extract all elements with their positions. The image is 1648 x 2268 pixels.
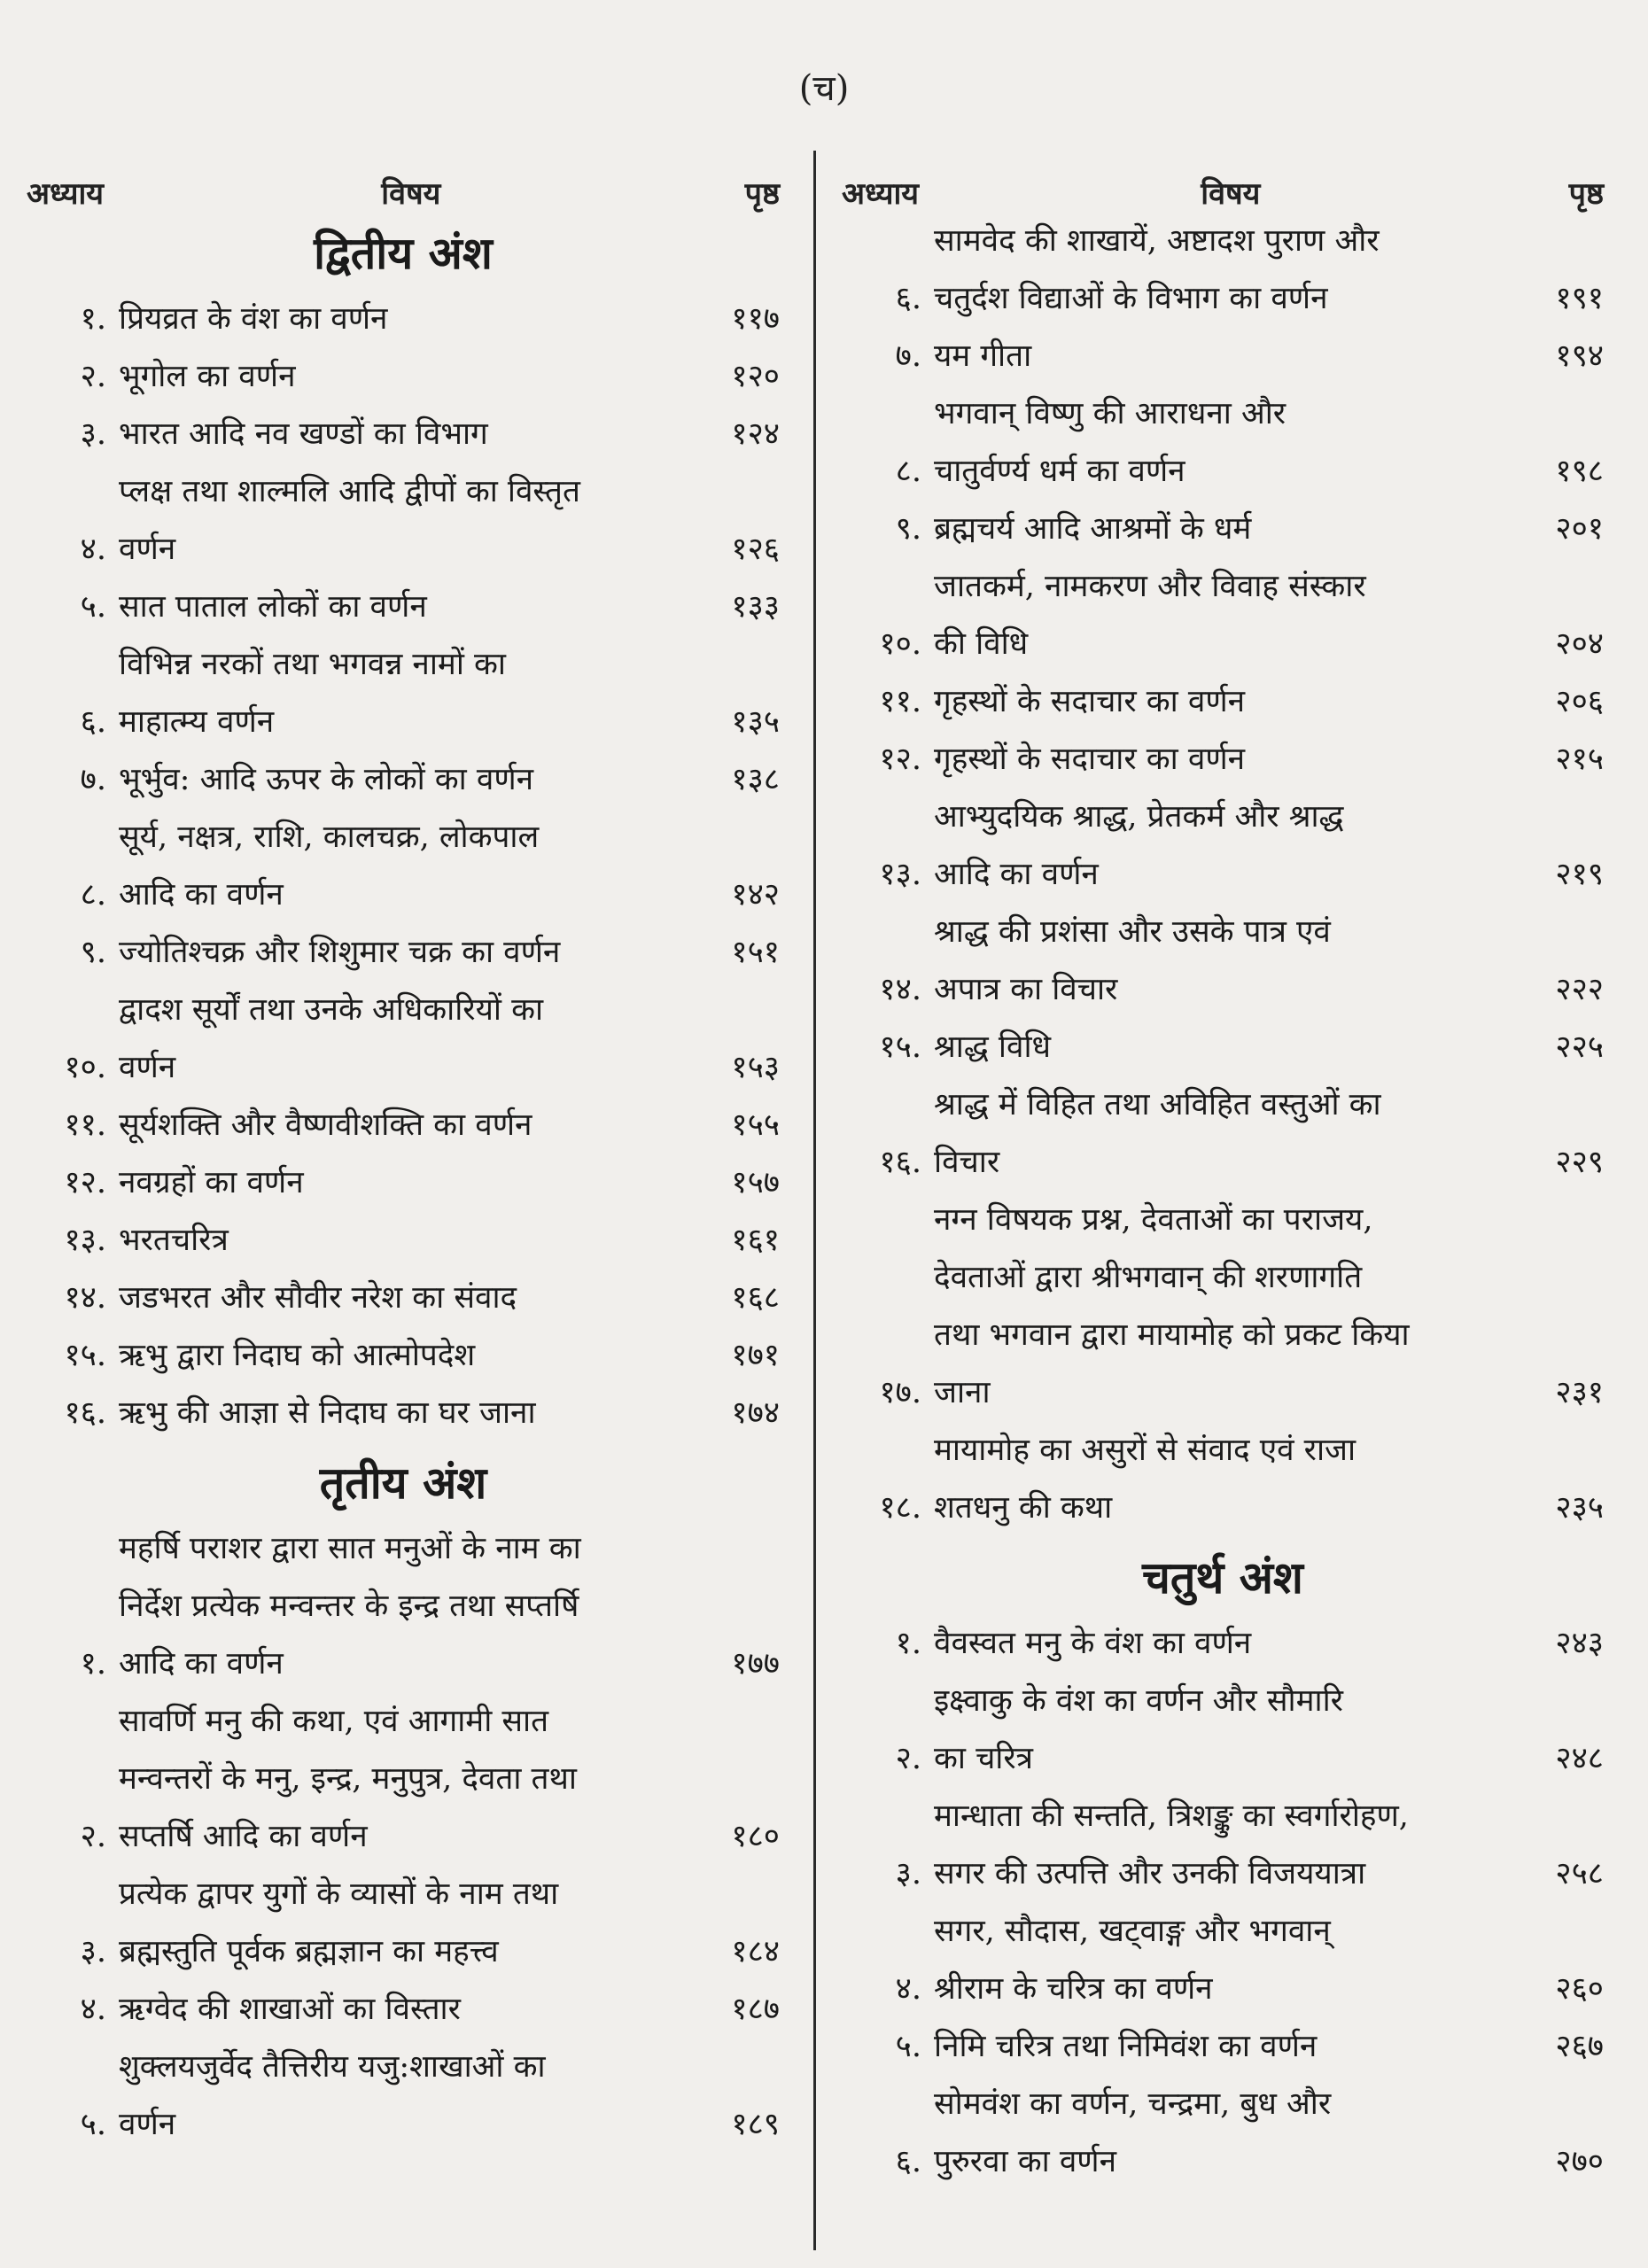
entry-title-line: यम गीता bbox=[934, 338, 1032, 374]
entry-title-line: सात पाताल लोकों का वर्णन bbox=[119, 589, 427, 625]
toc-entry bbox=[842, 1076, 1604, 1192]
entry-number: १५. bbox=[879, 1029, 921, 1065]
entry-title-line: प्लक्ष तथा शाल्मलि आदि द्वीपों का विस्तृत bbox=[119, 474, 580, 509]
entry-page: २३१ bbox=[1555, 1375, 1604, 1410]
toc-entry bbox=[27, 1327, 780, 1385]
entry-number: २. bbox=[80, 359, 106, 394]
entry-page: १३३ bbox=[731, 589, 780, 625]
entry-page: २१९ bbox=[1555, 857, 1604, 892]
column-divider bbox=[813, 151, 816, 2250]
toc-entry bbox=[27, 348, 780, 406]
entry-title-line: श्राद्ध की प्रशंसा और उसके पात्र एवं bbox=[934, 914, 1331, 950]
column-header bbox=[842, 159, 1604, 213]
entry-title-line: निर्देश प्रत्येक मन्वन्तर के इन्द्र तथा सप्तर्षि bbox=[119, 1588, 579, 1624]
entry-title-line: सोमवंश का वर्णन, चन्द्रमा, बुध और bbox=[934, 2086, 1332, 2122]
entry-title bbox=[119, 406, 682, 463]
entry-number: १०. bbox=[879, 626, 921, 662]
entry-title-line: माहात्म्य वर्णन bbox=[119, 704, 275, 740]
toc-entry bbox=[27, 463, 780, 579]
toc-entry bbox=[27, 2039, 780, 2154]
entry-title-line: भूगोल का वर्णन bbox=[119, 359, 296, 394]
toc-entry bbox=[842, 213, 1604, 328]
entry-number: ११. bbox=[64, 1107, 106, 1143]
entry-title-line: ब्रह्मचर्य आदि आश्रमों के धर्म bbox=[934, 511, 1252, 547]
toc-entry bbox=[842, 558, 1604, 673]
entry-page: २०६ bbox=[1555, 684, 1604, 719]
entry-page: २४३ bbox=[1555, 1626, 1604, 1661]
entry-page: ११७ bbox=[731, 301, 780, 337]
entry-page: १६१ bbox=[731, 1223, 780, 1258]
entry-title bbox=[934, 1903, 1506, 2018]
entry-title bbox=[934, 1019, 1506, 1076]
entry-number: ७. bbox=[895, 338, 921, 374]
entry-title-line: तथा भगवान द्वारा मायामोह को प्रकट किया bbox=[934, 1317, 1410, 1353]
entry-title bbox=[934, 1192, 1506, 1422]
entry-title bbox=[119, 924, 682, 982]
header-subject: विषय bbox=[381, 176, 441, 212]
entry-title bbox=[934, 328, 1506, 385]
toc-entry bbox=[27, 751, 780, 809]
entry-title-line: श्राद्ध विधि bbox=[934, 1029, 1052, 1065]
entry-number: ९. bbox=[80, 935, 106, 970]
left-sections bbox=[27, 216, 780, 2154]
toc-entry bbox=[842, 2018, 1604, 2076]
entry-title bbox=[119, 1520, 682, 1693]
entry-title bbox=[119, 1385, 682, 1442]
entry-page: १२४ bbox=[731, 416, 780, 452]
toc-entry bbox=[842, 1673, 1604, 1788]
entry-title-line: वैवस्वत मनु के वंश का वर्णन bbox=[934, 1626, 1252, 1661]
entry-number: १४. bbox=[64, 1280, 106, 1316]
entry-title bbox=[119, 809, 682, 924]
entry-page: १७१ bbox=[731, 1338, 780, 1373]
header-page: पृष्ठ bbox=[1568, 176, 1604, 212]
header-chapter: अध्याय bbox=[842, 176, 920, 212]
entry-number: ६. bbox=[80, 704, 106, 740]
entry-page: २२२ bbox=[1555, 972, 1604, 1007]
entry-title bbox=[934, 673, 1506, 731]
entry-title-line: आदि का वर्णन bbox=[934, 857, 1099, 892]
toc-entry bbox=[842, 1422, 1604, 1537]
entry-number: २. bbox=[80, 1819, 106, 1854]
entry-title-line: गृहस्थों के सदाचार का वर्णन bbox=[934, 742, 1246, 777]
entry-title-line: निमि चरित्र तथा निमिवंश का वर्णन bbox=[934, 2029, 1318, 2064]
entry-title-line: जडभरत और सौवीर नरेश का संवाद bbox=[119, 1280, 517, 1316]
entry-title-line: शुक्लयजुर्वेद तैत्तिरीय यजु:शाखाओं का bbox=[119, 2049, 546, 2085]
column-header bbox=[27, 159, 780, 213]
entry-number: १३. bbox=[879, 857, 921, 892]
section-title: तृतीय अंश bbox=[319, 1456, 487, 1509]
toc-entry bbox=[842, 1192, 1604, 1422]
entry-title bbox=[934, 385, 1506, 501]
header-subject: विषय bbox=[1201, 176, 1261, 212]
entry-number: १८. bbox=[879, 1490, 921, 1526]
toc-entry bbox=[27, 1981, 780, 2039]
page-number: (च) bbox=[798, 68, 850, 109]
toc-entry bbox=[27, 406, 780, 463]
entry-page: २२५ bbox=[1555, 1029, 1604, 1065]
toc-entry bbox=[842, 673, 1604, 731]
entry-page: १८४ bbox=[731, 1934, 780, 1969]
entry-page: १३८ bbox=[731, 762, 780, 797]
header-page: पृष्ठ bbox=[744, 176, 780, 212]
toc-entry bbox=[842, 328, 1604, 385]
entry-title-line: इक्ष्वाकु के वंश का वर्णन और सौमारि bbox=[934, 1683, 1343, 1719]
entry-title bbox=[119, 291, 682, 348]
entry-title-line: चतुर्दश विद्याओं के विभाग का वर्णन bbox=[934, 281, 1328, 316]
entry-title-line: वर्णन bbox=[119, 1050, 176, 1085]
entry-title bbox=[934, 1422, 1506, 1537]
entry-title-line: सूर्यशक्ति और वैष्णवीशक्ति का वर्णन bbox=[119, 1107, 532, 1143]
entry-title bbox=[119, 1327, 682, 1385]
entry-title-line: ज्योतिश्चक्र और शिशुमार चक्र का वर्णन bbox=[119, 935, 561, 970]
entry-title bbox=[934, 2018, 1506, 2076]
entry-title-line: आदि का वर्णन bbox=[119, 877, 284, 913]
toc-entry bbox=[27, 1693, 780, 1866]
toc-entry bbox=[842, 731, 1604, 788]
entry-title-line: ऋभु द्वारा निदाघ को आत्मोपदेश bbox=[119, 1338, 476, 1373]
entry-title bbox=[934, 1673, 1506, 1788]
entry-title bbox=[119, 1097, 682, 1154]
entry-title-line: अपात्र का विचार bbox=[934, 972, 1118, 1007]
entry-title bbox=[934, 501, 1506, 558]
entry-page: १५१ bbox=[731, 935, 780, 970]
entry-number: ५. bbox=[80, 2107, 106, 2142]
entry-title bbox=[119, 1154, 682, 1212]
entry-title-line: पुरुरवा का वर्णन bbox=[934, 2144, 1117, 2179]
toc-entry bbox=[27, 1097, 780, 1154]
entry-number: ४. bbox=[895, 1971, 921, 2007]
entry-title-line: मायामोह का असुरों से संवाद एवं राजा bbox=[934, 1433, 1356, 1468]
right-column bbox=[842, 159, 1604, 2233]
toc-entry bbox=[842, 1615, 1604, 1673]
entry-number: १३. bbox=[64, 1223, 106, 1258]
entry-title-line: ऋभु की आज्ञा से निदाघ का घर जाना bbox=[119, 1395, 536, 1431]
entry-title-line: आभ्युदयिक श्राद्ध, प्रेतकर्म और श्राद्ध bbox=[934, 799, 1344, 835]
entry-title-line: वर्णन bbox=[119, 532, 176, 567]
entry-title-line: नवग्रहों का वर्णन bbox=[119, 1165, 304, 1200]
entry-page: १५७ bbox=[731, 1165, 780, 1200]
entry-number: ६. bbox=[895, 281, 921, 316]
entry-number: ४. bbox=[80, 1992, 106, 2027]
entry-page: १९४ bbox=[1555, 338, 1604, 374]
entry-title bbox=[934, 1615, 1506, 1673]
entry-title-line: प्रत्येक द्वापर युगों के व्यासों के नाम तथा bbox=[119, 1876, 559, 1912]
entry-title-line: विभिन्न नरकों तथा भगवन्न नामों का bbox=[119, 647, 506, 682]
entry-number: ९. bbox=[895, 511, 921, 547]
entry-number: १२. bbox=[879, 742, 921, 777]
section-title: चतुर्थ अंश bbox=[1142, 1551, 1303, 1604]
entry-title-line: ऋग्वेद की शाखाओं का विस्तार bbox=[119, 1992, 461, 2027]
entry-title-line: जातकर्म, नामकरण और विवाह संस्कार bbox=[934, 569, 1366, 604]
toc-entry bbox=[27, 1520, 780, 1693]
entry-title bbox=[934, 1788, 1506, 1903]
entry-page: १५५ bbox=[731, 1107, 780, 1143]
entry-title bbox=[119, 1212, 682, 1270]
entry-page: १८७ bbox=[731, 1992, 780, 2027]
header-chapter: अध्याय bbox=[27, 176, 105, 212]
toc-entry bbox=[842, 904, 1604, 1019]
entry-title bbox=[119, 1693, 682, 1866]
entry-title-line: सूर्य, नक्षत्र, राशि, कालचक्र, लोकपाल bbox=[119, 819, 540, 855]
entry-number: १६. bbox=[879, 1145, 921, 1180]
toc-entry bbox=[842, 1903, 1604, 2018]
entry-title-line: श्रीराम के चरित्र का वर्णन bbox=[934, 1971, 1213, 2007]
entry-title-line: विचार bbox=[934, 1145, 1000, 1180]
entry-page: २३५ bbox=[1555, 1490, 1604, 1526]
toc-entry bbox=[842, 501, 1604, 558]
entry-number: ८. bbox=[80, 877, 106, 913]
entry-title bbox=[934, 2076, 1506, 2191]
entry-page: १९८ bbox=[1555, 454, 1604, 489]
entry-title bbox=[119, 579, 682, 636]
toc-entry bbox=[27, 579, 780, 636]
entry-title-line: भारत आदि नव खण्डों का विभाग bbox=[119, 416, 488, 452]
entry-number: १. bbox=[80, 1646, 106, 1682]
toc-entry bbox=[27, 924, 780, 982]
entry-title bbox=[119, 463, 682, 579]
entry-number: १०. bbox=[64, 1050, 106, 1085]
entry-title-line: ब्रह्मस्तुति पूर्वक ब्रह्मज्ञान का महत्त्व bbox=[119, 1934, 499, 1969]
right-sections bbox=[842, 213, 1604, 2191]
entry-title-line: सप्तर्षि आदि का वर्णन bbox=[119, 1819, 368, 1854]
entry-title-line: गृहस्थों के सदाचार का वर्णन bbox=[934, 684, 1246, 719]
section-title: द्वितीय अंश bbox=[314, 227, 493, 279]
entry-title-line: द्वादश सूर्यों तथा उनके अधिकारियों का bbox=[119, 992, 544, 1028]
toc-entry bbox=[842, 1788, 1604, 1903]
toc-entry bbox=[27, 1385, 780, 1442]
entry-title bbox=[934, 731, 1506, 788]
toc-entry bbox=[842, 2076, 1604, 2191]
entry-title-line: महर्षि पराशर द्वारा सात मनुओं के नाम का bbox=[119, 1531, 581, 1566]
entry-title bbox=[119, 1270, 682, 1327]
entry-title-line: भूर्भुव: आदि ऊपर के लोकों का वर्णन bbox=[119, 762, 534, 797]
entry-title bbox=[119, 2039, 682, 2154]
entry-number: १७. bbox=[879, 1375, 921, 1410]
toc-entry bbox=[27, 809, 780, 924]
entry-page: २७० bbox=[1555, 2144, 1604, 2179]
entry-number: १४. bbox=[879, 972, 921, 1007]
entry-number: १६. bbox=[64, 1395, 106, 1431]
entry-number: ५. bbox=[80, 589, 106, 625]
entry-title-line: नग्न विषयक प्रश्न, देवताओं का पराजय, bbox=[934, 1202, 1373, 1238]
entry-number: १२. bbox=[64, 1165, 106, 1200]
entry-title-line: सगर, सौदास, खट्वाङ्ग और भगवान् bbox=[934, 1914, 1331, 1949]
entry-title-line: की विधि bbox=[934, 626, 1029, 662]
entry-title bbox=[119, 1866, 682, 1981]
toc-entry bbox=[27, 1270, 780, 1327]
entry-title bbox=[119, 751, 682, 809]
toc-entry bbox=[27, 1212, 780, 1270]
entry-page: २५८ bbox=[1555, 1856, 1604, 1891]
entry-number: ७. bbox=[80, 762, 106, 797]
entry-page: २०१ bbox=[1555, 511, 1604, 547]
entry-title-line: सावर्णि मनु की कथा, एवं आगामी सात bbox=[119, 1704, 549, 1739]
entry-page: २६० bbox=[1555, 1971, 1604, 2007]
entry-number: ६. bbox=[895, 2144, 921, 2179]
entry-title-line: प्रियव्रत के वंश का वर्णन bbox=[119, 301, 388, 337]
entry-number: १५. bbox=[64, 1338, 106, 1373]
entry-page: १७४ bbox=[731, 1395, 780, 1431]
entry-title-line: श्राद्ध में विहित तथा अविहित वस्तुओं का bbox=[934, 1087, 1381, 1122]
toc-entry bbox=[27, 291, 780, 348]
entry-title-line: भगवान् विष्णु की आराधना और bbox=[934, 396, 1287, 431]
entry-title bbox=[934, 1076, 1506, 1192]
entry-title bbox=[934, 788, 1506, 904]
entry-title-line: चातुर्वर्ण्य धर्म का वर्णन bbox=[934, 454, 1185, 489]
entry-page: २६७ bbox=[1555, 2029, 1604, 2064]
entry-title-line: वर्णन bbox=[119, 2107, 176, 2142]
entry-page: १८० bbox=[731, 1819, 780, 1854]
entry-page: २१५ bbox=[1555, 742, 1604, 777]
entry-number: ३. bbox=[895, 1856, 921, 1891]
toc-entry bbox=[27, 1154, 780, 1212]
entry-title-line: आदि का वर्णन bbox=[119, 1646, 284, 1682]
entry-title-line: मन्वन्तरों के मनु, इन्द्र, मनुपुत्र, देवता तथा bbox=[119, 1761, 577, 1797]
entry-title-line: जाना bbox=[934, 1375, 991, 1410]
entry-page: १५३ bbox=[731, 1050, 780, 1085]
toc-entry bbox=[842, 788, 1604, 904]
entry-title bbox=[119, 636, 682, 751]
entry-title-line: शतधनु की कथा bbox=[934, 1490, 1113, 1526]
entry-number: ३. bbox=[80, 416, 106, 452]
entry-page: १६८ bbox=[731, 1280, 780, 1316]
entry-number: १. bbox=[80, 301, 106, 337]
entry-number: १. bbox=[895, 1626, 921, 1661]
entry-page: १९१ bbox=[1555, 281, 1604, 316]
entry-page: १८९ bbox=[731, 2107, 780, 2142]
entry-number: ३. bbox=[80, 1934, 106, 1969]
toc-entry bbox=[27, 636, 780, 751]
entry-title-line: सामवेद की शाखायें, अष्टादश पुराण और bbox=[934, 223, 1380, 259]
entry-page: २०४ bbox=[1555, 626, 1604, 662]
entry-title-line: देवताओं द्वारा श्रीभगवान् की शरणागति bbox=[934, 1260, 1363, 1295]
entry-page: १३५ bbox=[731, 704, 780, 740]
entry-number: ८. bbox=[895, 454, 921, 489]
entry-title bbox=[119, 982, 682, 1097]
toc-entry bbox=[27, 1866, 780, 1981]
entry-title bbox=[934, 213, 1506, 328]
entry-number: ११. bbox=[879, 684, 921, 719]
entry-number: ४. bbox=[80, 532, 106, 567]
entry-title-line: मान्धाता की सन्तति, त्रिशङ्कु का स्वर्गारोहण, bbox=[934, 1798, 1409, 1834]
entry-page: २२९ bbox=[1555, 1145, 1604, 1180]
entry-title bbox=[934, 558, 1506, 673]
toc-entry bbox=[842, 1019, 1604, 1076]
entry-title-line: भरतचरित्र bbox=[119, 1223, 229, 1258]
entry-number: २. bbox=[895, 1741, 921, 1776]
entry-page: १२० bbox=[731, 359, 780, 394]
toc-entry bbox=[27, 982, 780, 1097]
entry-title-line: सगर की उत्पत्ति और उनकी विजययात्रा bbox=[934, 1856, 1366, 1891]
left-column bbox=[27, 159, 780, 2233]
entry-title-line: का चरित्र bbox=[934, 1741, 1033, 1776]
entry-title bbox=[119, 348, 682, 406]
toc-entry bbox=[842, 385, 1604, 501]
entry-title bbox=[119, 1981, 682, 2039]
entry-page: १२६ bbox=[731, 532, 780, 567]
entry-page: २४८ bbox=[1555, 1741, 1604, 1776]
entry-title bbox=[934, 904, 1506, 1019]
entry-page: १७७ bbox=[731, 1646, 780, 1682]
entry-page: १४२ bbox=[731, 877, 780, 913]
entry-number: ५. bbox=[895, 2029, 921, 2064]
